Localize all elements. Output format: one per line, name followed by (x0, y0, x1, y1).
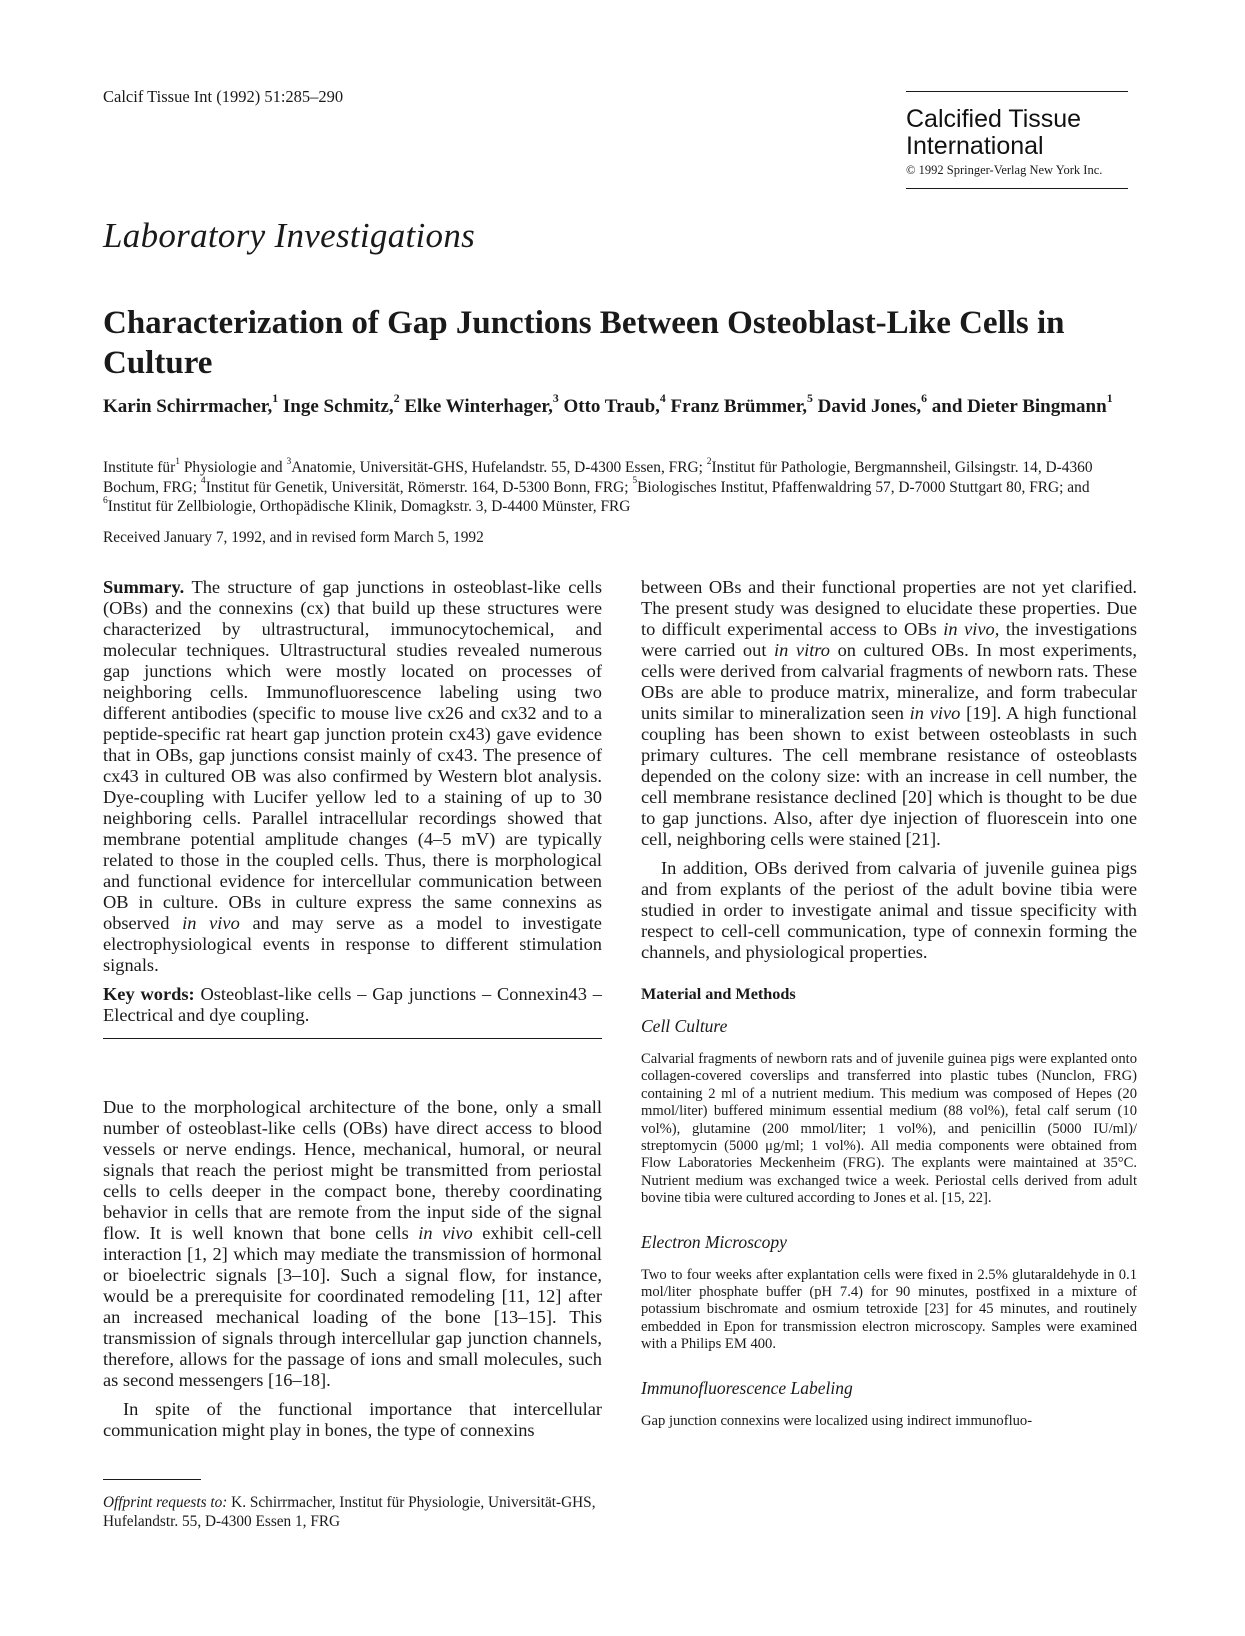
author-affiliation-mark: 5 (807, 392, 813, 406)
affiliation-text: Institut für Pathologie, Bergmannsheil, Gilsingstr. 14, D-4360 Bochum, FRG; (103, 459, 1093, 496)
affiliation-mark: 1 (175, 455, 180, 467)
affiliation-text: Anatomie, Universität-GHS, Hufelandstr. 55, D-4300 Essen, FRG; (291, 459, 707, 476)
author-affiliation-mark: 4 (659, 392, 666, 406)
intro-paragraph-2: In spite of the functional importance that intercellular communication might play in bones, the type of connexins (103, 1399, 602, 1440)
journal-name-line2: International (906, 132, 1044, 160)
affiliation-text: Biologisches Institut, Pfaffenwaldring 57, D-7000 Stuttgart 80, FRG; and (637, 478, 1090, 496)
author-name: David Jones, (817, 396, 922, 417)
immunofluorescence-text: Gap junction connexins were localized using indirect immunofluo- (641, 1412, 1033, 1429)
affiliation-mark: 6 (103, 494, 108, 506)
electron-microscopy-text: Two to four weeks after explantation cells were fixed in 2.5% glutaraldehyde in 0.1 mol/liter phosphate buffer (pH 7.4) for 90 minutes, postfixed in a mixture of potassium bischromate and osmium tetroxide [23] for 45 minutes, and routinely embedded in Epon for transmission electron microscopy. Samples were examined with a Philips EM 400. (641, 1266, 1137, 1353)
received-date: Received January 7, 1992, and in revised form March 5, 1992 (103, 529, 484, 546)
affiliation-text: Institute für (103, 459, 176, 476)
journal-name-line1: Calcified Tissue (906, 105, 1082, 133)
journal-masthead (906, 91, 1128, 189)
keywords-divider (103, 1038, 602, 1039)
footnote-text: K. Schirrmacher, Institut für Physiologie, Universität-GHS, Hufelandstr. 55, D-4300 Essen 1, FRG (103, 1494, 596, 1530)
body-text: between OBs and their functional properties are not yet clarified. The present study was designed to elucidate these properties. Due to difficult experimental access to OBs (641, 577, 1137, 639)
body-italic: in vitro (774, 640, 830, 660)
immunofluorescence-heading: Immunofluorescence Labeling (641, 1377, 853, 1398)
right-paragraph-2: In addition, OBs derived from calvaria of juvenile guinea pigs and from explants of the periost of the adult bovine tibia were studied in order to investigate animal and tissue specificity with respect to cell-cell communication, type of connexin forming the channels, and physiological properties. (641, 858, 1137, 962)
intro-text: Due to the morphological architecture of the bone, only a small number of osteoblast-like cells (OBs) have direct access to blood vessels or nerve endings. Hence, mechanical, humoral, or neural signals that reach the periost might be transmitted from periostal cells to cells deeper in the compact bone, thereby coordinating behavior in cells that are remote from the input side of the signal flow. It is well known that bone cells (103, 1097, 602, 1243)
author-affiliation-mark: 1 (1106, 392, 1113, 406)
left-column (103, 577, 602, 1546)
intro-italic: in vivo (418, 1223, 473, 1243)
affiliation-text: Institut für Genetik, Universität, Römerstr. 164, D-5300 Bonn, FRG; (205, 478, 633, 496)
author-affiliation-mark: 3 (552, 392, 559, 406)
article-title: Characterization of Gap Junctions Between Osteoblast-Like Cells in Culture (103, 305, 1065, 381)
affiliation-text: Physiologie and (180, 459, 287, 476)
affiliation-mark: 4 (200, 475, 206, 487)
right-column (641, 577, 1137, 1430)
affiliation-mark: 2 (706, 455, 712, 467)
electron-microscopy-heading: Electron Microscopy (641, 1231, 787, 1252)
body-italic: in vivo, (943, 619, 1000, 639)
body-text: on cultured OBs. In most experiments, cells were derived from calvarial fragments of newborn rats. These OBs are able to produce matrix, mineralize, and form trabecular units similar to mineralization seen (641, 640, 1137, 723)
author-affiliation-mark: 2 (393, 392, 400, 406)
affiliation-mark: 3 (286, 455, 292, 467)
body-italic: in vivo (909, 703, 961, 723)
summary-text: The structure of gap junctions in osteoblast-like cells (OBs) and the connexins (cx) that build up these structures were characterized by ultrastructural, immunocytochemical, and molecular techniques. Ultrastructural studies revealed numerous gap junctions which were mostly located on processes of neighboring cells. Immunofluorescence labeling using two different antibodies (specific to mouse live cx26 and cx32 and to a peptide-specific rat heart gap junction protein cx43) gave evidence that in OBs, gap junctions consist mainly of cx43. The presence of cx43 in cultured OB was also confirmed by Western blot analysis. Dye-coupling with Lucifer yellow led to a staining of up to 30 neighboring cells. Parallel intracellular recordings showed that membrane potential amplitude changes (4–5 mV) are typically related to those in the coupled cells. Thus, there is morphological and functional evidence for intercellular communication between OB in culture. OBs in culture express the same connexins as observed (103, 577, 602, 933)
copyright-notice: © 1992 Springer-Verlag New York Inc. (906, 163, 1103, 177)
affiliation-text: Institut für Zellbiologie, Orthopädische Klinik, Domagkstr. 3, D-4400 Münster, FRG (107, 498, 631, 515)
journal-name (906, 106, 1128, 160)
body-text: the investigations were carried out (641, 619, 1138, 660)
author-affiliation-mark: 6 (921, 392, 928, 406)
masthead-top-rule (906, 91, 1128, 92)
keywords-paragraph (103, 984, 602, 1026)
keywords-label: Key words: (103, 984, 195, 1004)
summary-italic: in vivo (182, 913, 240, 933)
intro-text: exhibit cell-cell interaction [1, 2] which may mediate the transmission of hormonal or bioelectric signals [3–10]. Such a signal flow, for instance, would be a prerequisite for coordinated remodeling [11, 12] after an increased mechanical loading of the bone [13–15]. This transmission of signals through intercellular gap junction channels, therefore, allows for the passage of ions and small molecules, such as second messengers [16–18]. (103, 1223, 602, 1390)
section-label: Laboratory Investigations (103, 216, 476, 255)
author-name: Otto Traub, (563, 396, 660, 417)
cell-culture-heading: Cell Culture (641, 1016, 728, 1036)
masthead-bottom-rule (906, 188, 1128, 189)
methods-heading: Material and Methods (641, 985, 796, 1003)
author-name: Elke Winterhager, (404, 396, 553, 417)
author-list (103, 392, 1133, 419)
right-paragraph-1 (641, 577, 1137, 850)
footnote-label: Offprint requests to: (103, 1494, 228, 1511)
keywords-text: Osteoblast-like cells – Gap junctions – Connexin43 – Electrical and dye coupling. (103, 984, 602, 1025)
summary-paragraph (103, 577, 602, 976)
author-affiliation-mark: 1 (272, 392, 279, 406)
author-name: Franz Brümmer, (670, 396, 808, 417)
author-name: Inge Schmitz, (282, 396, 394, 417)
footnote-divider (103, 1479, 201, 1480)
affiliation-mark: 5 (632, 475, 638, 487)
affiliations (103, 455, 1135, 517)
journal-citation: Calcif Tissue Int (1992) 51:285–290 (103, 87, 344, 106)
intro-paragraph-1 (103, 1097, 602, 1391)
summary-label: Summary. (103, 577, 185, 597)
offprint-footnote (103, 1494, 602, 1531)
author-name: and Dieter Bingmann (931, 396, 1107, 417)
body-text: [19]. A high functional coupling has been shown to exist between osteoblasts in such primary cultures. The cell membrane resistance of osteoblasts depended on the colony size: with an increase in cell number, the cell membrane resistance declined [20] which is thought to be due to gap junctions. Also, after dye injection of fluorescein into one cell, neighboring cells were stained [21]. (641, 703, 1137, 849)
author-name: Karin Schirrmacher, (103, 396, 273, 417)
summary-text: and may serve as a model to investigate electrophysiological events in response to different stimulation signals. (103, 913, 602, 975)
cell-culture-text: Calvarial fragments of newborn rats and of juvenile guinea pigs were explanted onto collagen-covered coverslips and transferred into plastic tubes (Nunclon, FRG) containing 2 ml of a nutrient medium. This medium was composed of Hepes (20 mmol/liter) buffered minimum essential medium (88 vol%), fetal calf serum (10 vol%), glutamine (200 mmol/liter; 1 vol%), and penicillin (5000 IU/ml)/ streptomycin (5000 μg/ml; 1 vol%). All media components were obtained from Flow Laboratories Meckenheim (FRG). The explants were maintained at 35°C. Nutrient medium was exchanged twice a week. Periostal cells derived from adult bovine tibia were cultured according to Jones et al. [15, 22]. (641, 1051, 1137, 1207)
